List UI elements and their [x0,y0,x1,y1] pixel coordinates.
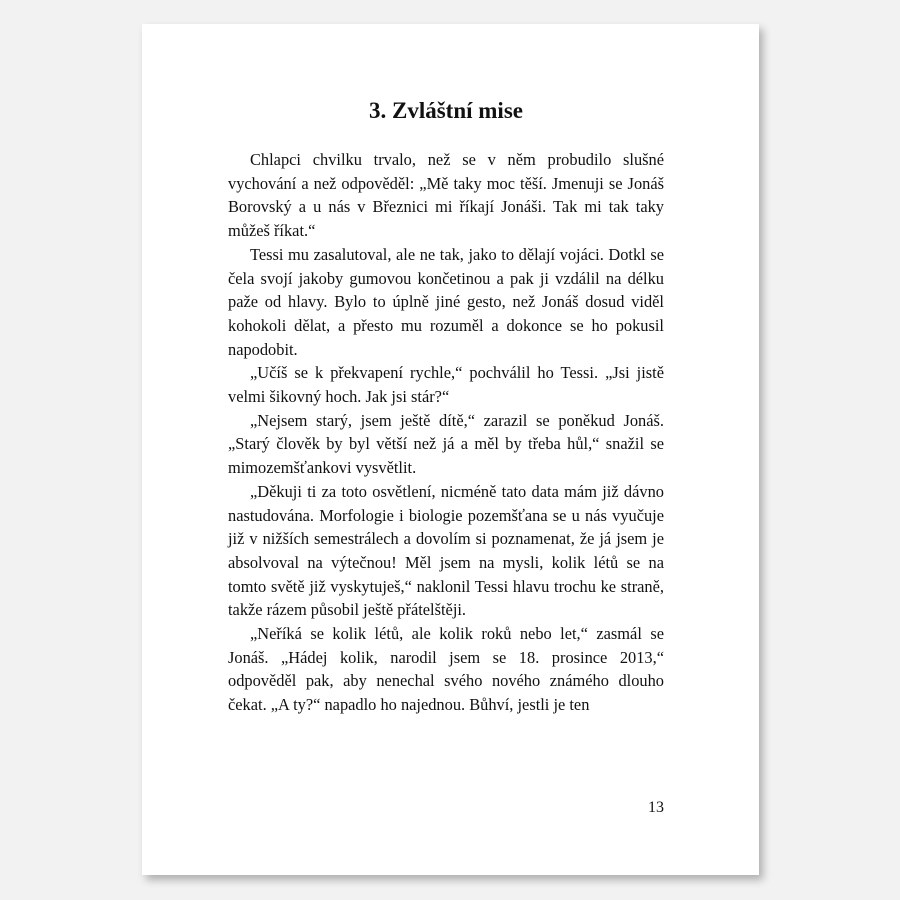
paragraph-1: Chlapci chvilku trvalo, než se v něm probudilo slušné vychování a než odpověděl: „Mě taky moc těší. Jmenuji se Jonáš Borovský a u nás v Březnici mi říkají Jonáši. Tak mi tak taky můžeš říkat.“ [228,150,664,241]
page-number: 13 [648,799,664,816]
book-page [142,24,759,875]
paragraph-3: „Učíš se k překvapení rychle,“ pochválil ho Tessi. „Jsi jistě velmi šikovný hoch. Jak jsi stár?“ [228,363,664,407]
paragraph-2: Tessi mu zasalutoval, ale ne tak, jako to dělají vojáci. Dotkl se čela svojí jakoby gumovou končetinou a pak ji vzdálil na délku paže od hlavy. Bylo to úplně jiné gesto, než Jonáš dosud viděl kohokoli dělat, a přesto mu rozuměl a dokonce se ho pokusil napodobit. [228,244,664,359]
paragraph-6: „Neříká se kolik létů, ale kolik roků nebo let,“ zasmál se Jonáš. „Hádej kolik, narodil jsem se 18. prosince 2013,“ odpověděl pak, aby nenechal svého nového známého dlouho čekat. „A ty?“ napadlo ho najednou. Bůhví, jestli je ten [228,624,664,715]
paragraph-5: „Děkuji ti za toto osvětlení, nicméně tato data mám již dávno nastudována. Morfologie i biologie pozemšťana se u nás vyučuje již v nižších semestrálech a dovolím si poznamenat, že já jsem je absolvoval na výtečnou! Měl jsem na mysli, kolik létů se na tomto světě již vyskytuješ,“ naklonil Tessi hlavu trochu ke straně, takže rázem působil ještě přátelštěji. [228,481,664,620]
page-text-block [228,94,664,717]
paragraph-4: „Nejsem starý, jsem ještě dítě,“ zarazil se poněkud Jonáš. „Starý člověk by byl větší než já a měl by třeba hůl,“ snažil se mimozemšťankovi vysvětlit. [228,410,664,478]
chapter-title: 3. Zvláštní mise [369,98,523,123]
